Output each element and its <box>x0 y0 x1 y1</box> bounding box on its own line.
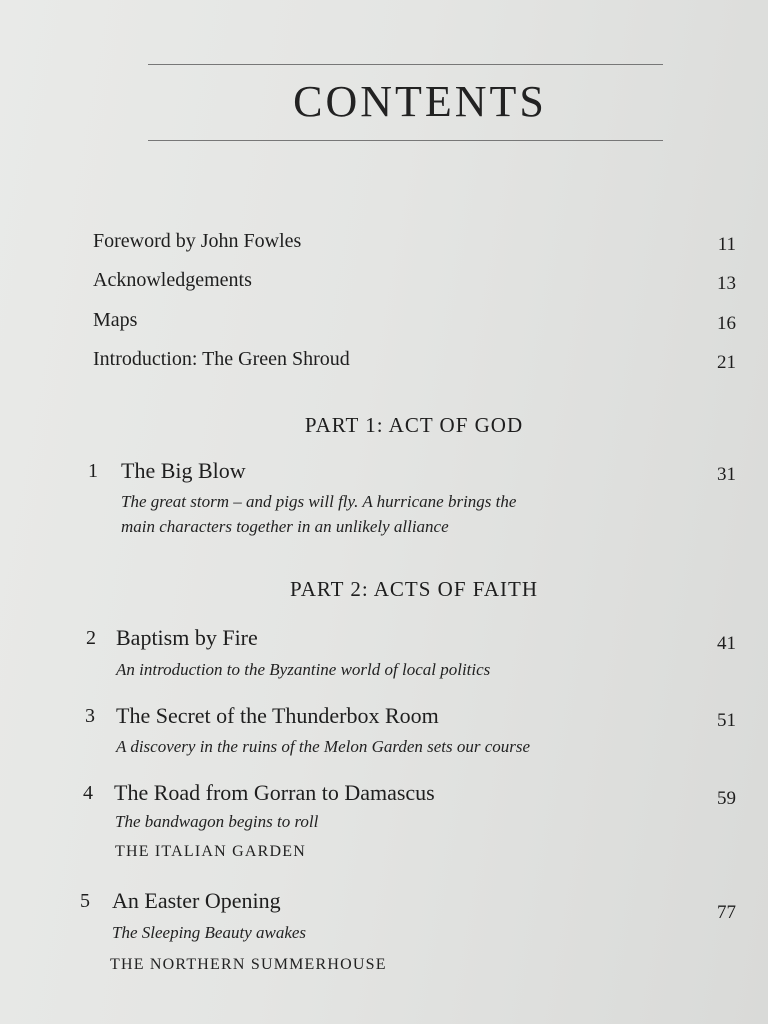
chapter-description: An introduction to the Byzantine world of local politics <box>116 660 491 679</box>
chapter-title: An Easter Opening <box>112 888 281 913</box>
chapter-page: 51 <box>717 710 736 731</box>
chapter-number: 5 <box>80 890 90 912</box>
chapter-number: 1 <box>88 460 98 482</box>
garden-section-label: THE NORTHERN SUMMERHOUSE <box>110 956 387 973</box>
chapter-title: The Road from Gorran to Damascus <box>114 780 435 805</box>
front-matter-label: Foreword by John Fowles <box>93 230 302 252</box>
chapter-description: The Sleeping Beauty awakes <box>112 923 307 942</box>
front-matter-page: 16 <box>717 313 736 334</box>
chapter-title: The Secret of the Thunderbox Room <box>116 703 439 728</box>
chapter-title: Baptism by Fire <box>116 625 258 650</box>
part-heading: PART 1: ACT OF GOD <box>304 413 524 437</box>
chapter-description: The great storm – and pigs will fly. A hurricane brings the <box>121 492 517 511</box>
part-heading: PART 2: ACTS OF FAITH <box>289 577 539 601</box>
bottom-rule <box>148 140 663 141</box>
chapter-description: A discovery in the ruins of the Melon Garden sets our course <box>116 737 531 756</box>
chapter-number: 2 <box>86 627 96 649</box>
front-matter-page: 21 <box>717 352 736 373</box>
front-matter-page: 11 <box>717 234 736 255</box>
front-matter-label: Acknowledgements <box>93 269 252 291</box>
chapter-page: 59 <box>717 788 736 809</box>
chapter-number: 3 <box>85 705 95 727</box>
chapter-description: main characters together in an unlikely alliance <box>121 517 449 536</box>
chapter-number: 4 <box>83 782 93 804</box>
chapter-page: 77 <box>717 902 736 923</box>
chapter-description: The bandwagon begins to roll <box>115 812 319 831</box>
front-matter-page: 13 <box>717 273 736 294</box>
garden-section-label: THE ITALIAN GARDEN <box>115 843 306 860</box>
front-matter-label: Introduction: The Green Shroud <box>93 348 350 370</box>
top-rule <box>148 64 663 65</box>
chapter-title: The Big Blow <box>121 458 246 483</box>
front-matter-label: Maps <box>93 309 138 331</box>
chapter-page: 41 <box>717 633 736 654</box>
page-title: CONTENTS <box>293 77 547 126</box>
chapter-page: 31 <box>717 464 736 485</box>
